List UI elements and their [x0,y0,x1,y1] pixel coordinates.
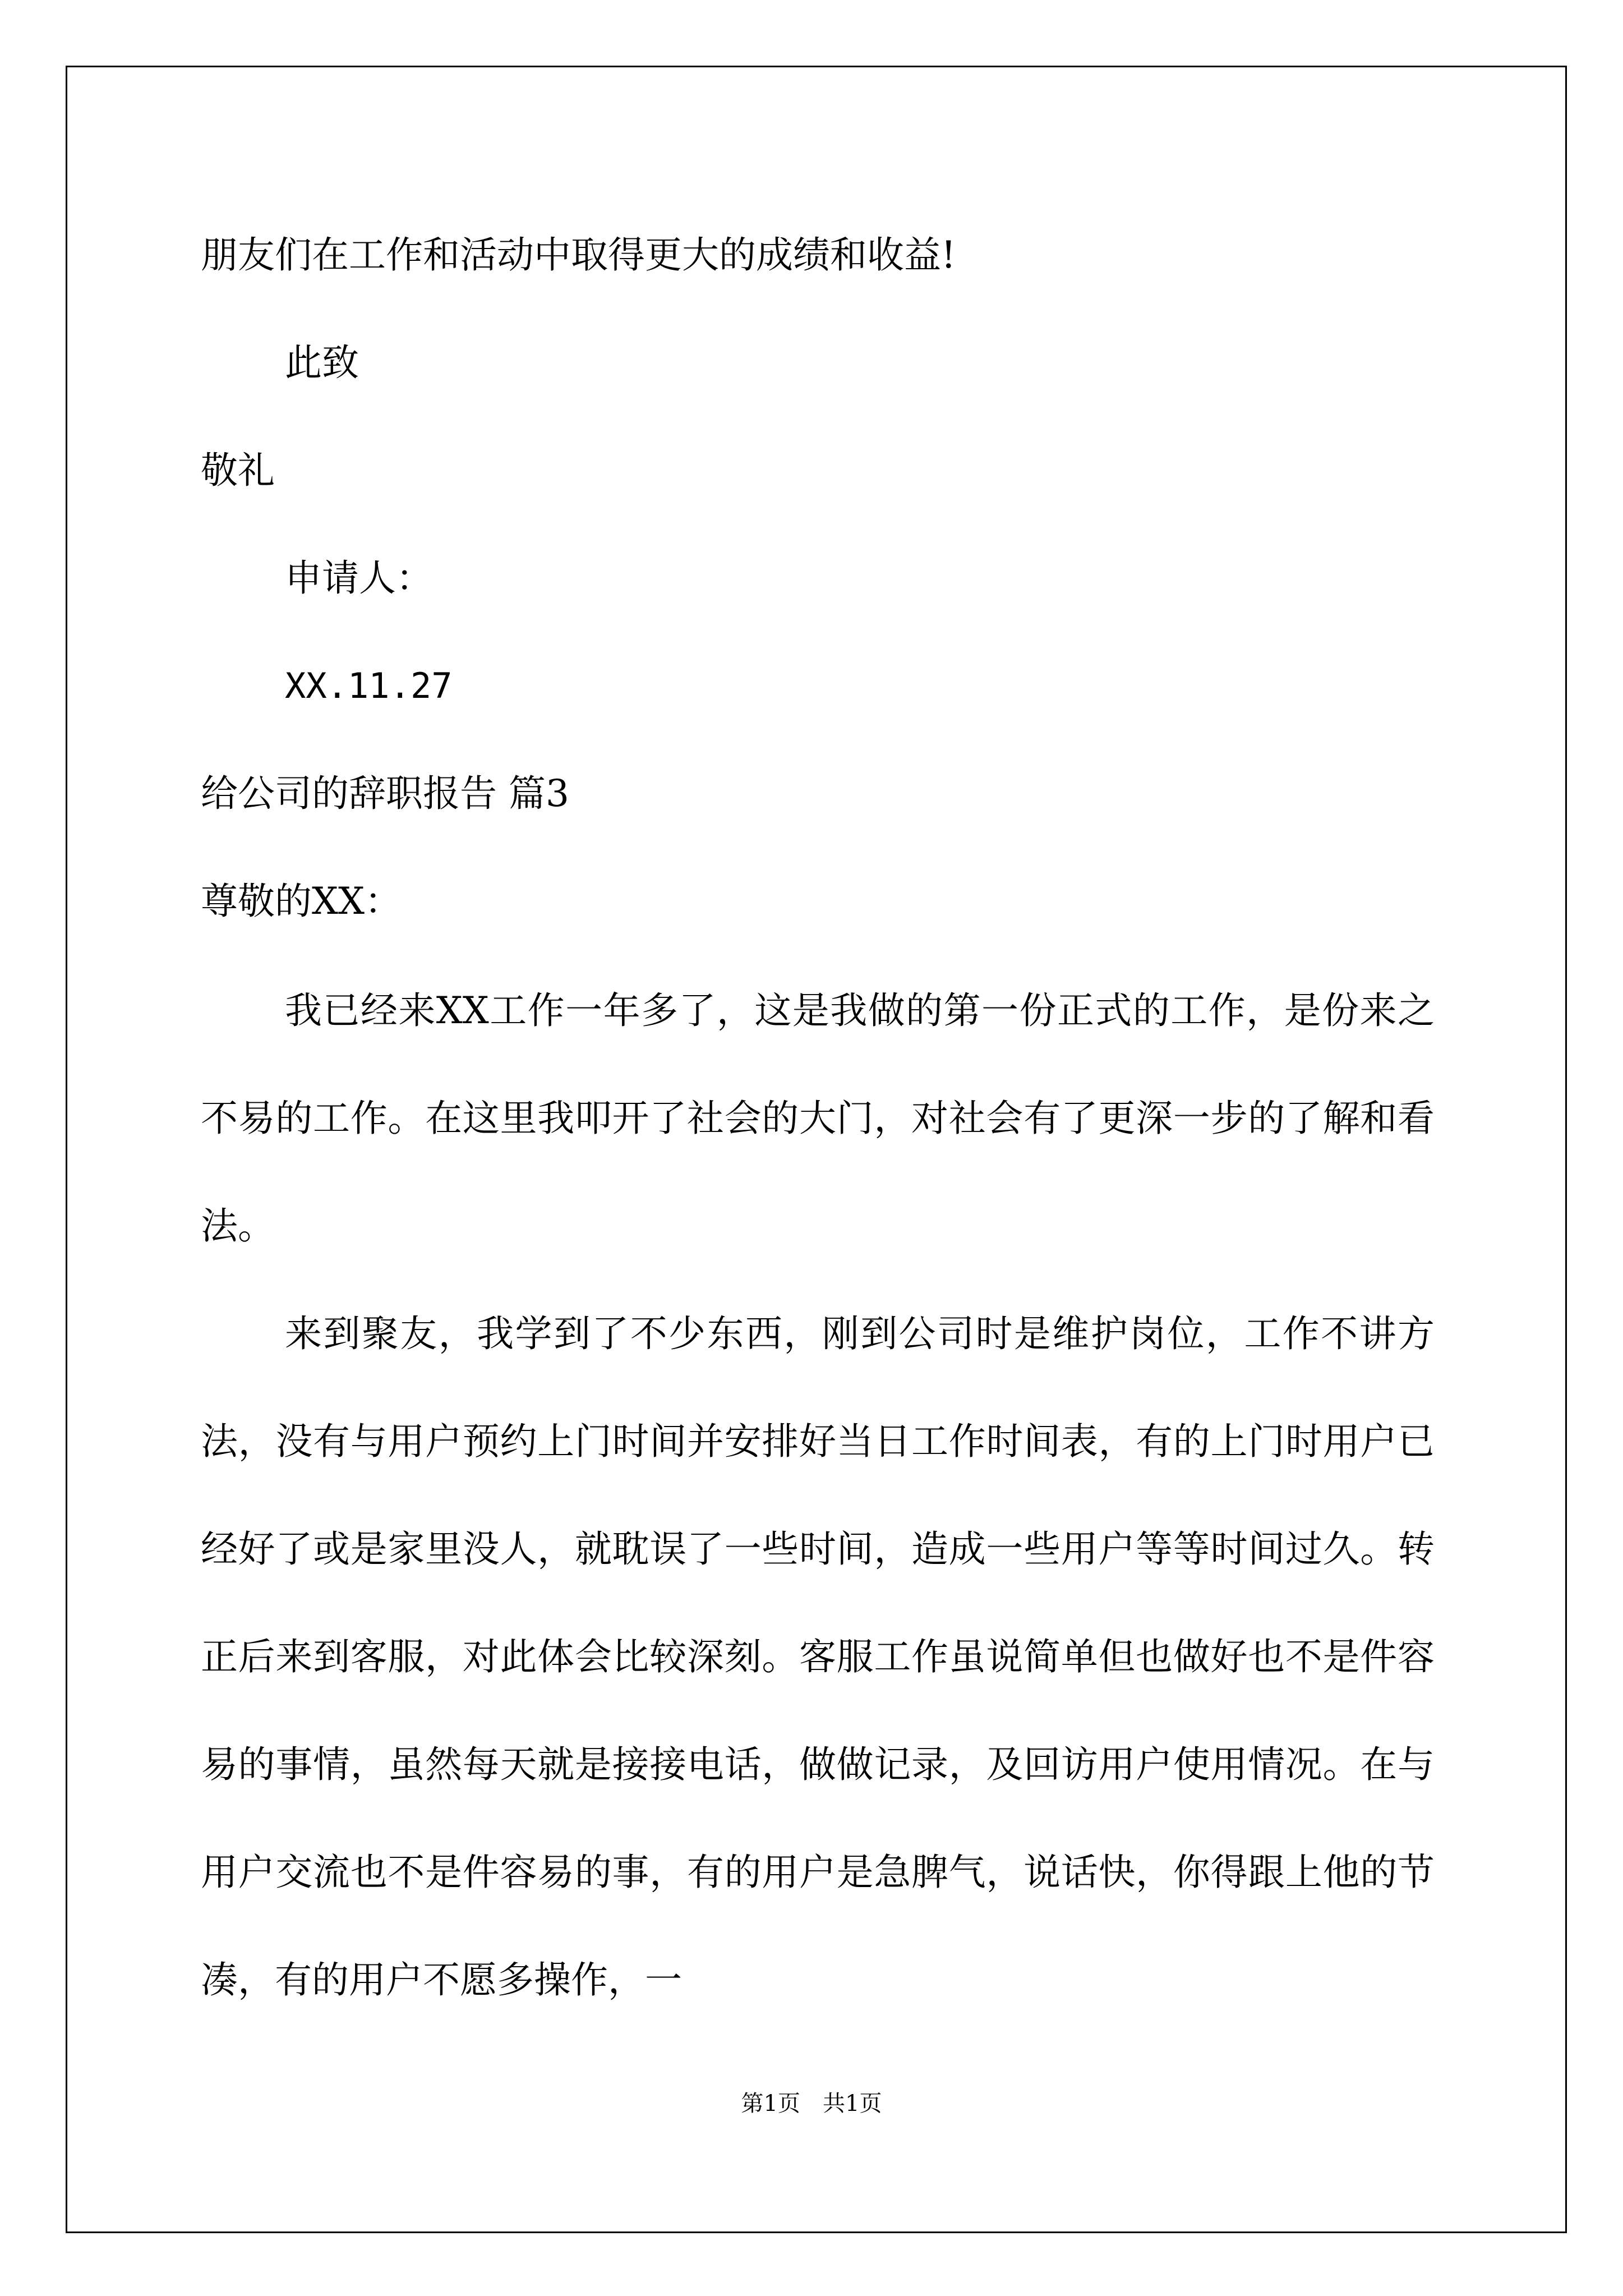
section-title: 给公司的辞职报告 篇3 [201,772,569,815]
page-footer: 第1页 共1页 [741,2091,882,2116]
closing-line: 朋友们在工作和活动中取得更大的成绩和收益! [201,233,956,277]
date-text: XX.11.27 [285,665,453,706]
salutation-cizhi: 此致 [285,341,359,384]
paragraph-1: 我已经来XX工作一年多了，这是我做的第一份正式的工作，是份来之不易的工作。在这里我叩开了社会的大门，对社会有了更深一步的了解和看法。 [201,989,1435,1248]
greeting: 尊敬的XX： [201,880,402,923]
salutation-jingli: 敬礼 [201,449,275,492]
paragraph-2: 来到聚友，我学到了不少东西，刚到公司时是维护岗位，工作不讲方法，没有与用户预约上门时间并安排好当日工作时间表，有的上门时用户已经好了或是家里没人，就耽误了一些时间，造成一些用户等等时间过久。转正后来到客服，对此体会比较深刻。客服工作虽说简单但也做好也不是件容易的事情，虽然每天就是接接电话，做做记录，及回访用户使用情况。在与用户交流也不是件容易的事，有的用户是急脾气，说话快，你得跟上他的节凑，有的用户不愿多操作，一 [201,1312,1435,2001]
applicant-label: 申请人： [285,556,433,600]
